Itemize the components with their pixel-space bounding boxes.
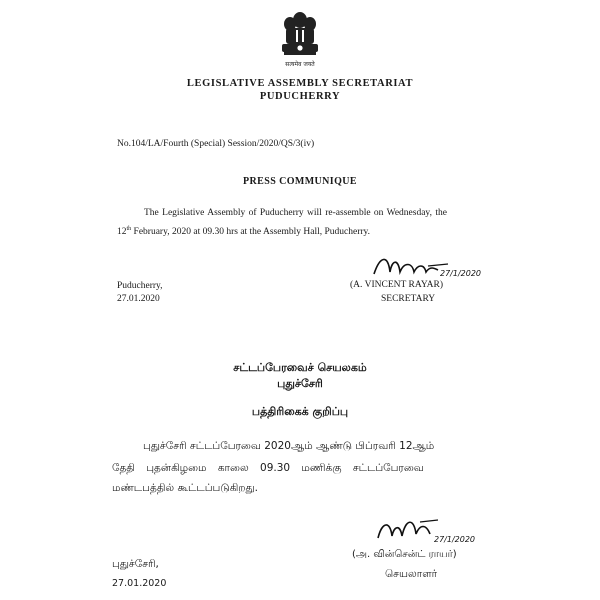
- tamil-signatory-name: (அ. வின்சென்ட் ராயர்): [352, 549, 457, 560]
- reference-number: No.104/LA/Fourth (Special) Session/2020/QS/3(iv): [117, 139, 315, 149]
- tamil-signatory-designation: செயலாளர்: [385, 568, 438, 580]
- tamil-body-line-2: தேதி புதன்கிழமை காலை 09.30 மணிக்கு சட்டப்பேரவை: [112, 462, 424, 474]
- tamil-header-subtitle: புதுச்சேரி: [277, 377, 323, 390]
- tamil-header-title: சட்டப்பேரவைச் செயலகம்: [233, 361, 367, 374]
- tamil-body-line-3: மண்டபத்தில் கூட்டப்படுகிறது.: [112, 482, 258, 494]
- tamil-signature-date: 27/1/2020: [434, 535, 476, 544]
- english-signatory-name: (A. VINCENT RAYAR): [350, 280, 443, 290]
- tamil-date: 27.01.2020: [112, 578, 167, 589]
- english-signature-date: 27/1/2020: [440, 269, 482, 278]
- english-body-day: 12: [117, 227, 127, 238]
- tamil-press-communique-title: பத்திரிகைக் குறிப்பு: [251, 405, 349, 418]
- tamil-place: புதுச்சேரி,: [112, 558, 159, 570]
- english-signatory-designation: SECRETARY: [381, 294, 436, 304]
- english-body-day-suffix: th: [126, 226, 132, 232]
- emblem-motto: सत्यमेव जयते: [285, 61, 315, 68]
- press-communique-title: PRESS COMMUNIQUE: [243, 176, 357, 187]
- header-subtitle: PUDUCHERRY: [259, 91, 341, 102]
- english-body-line-2: [117, 226, 370, 237]
- english-place: Puducherry,: [117, 281, 163, 291]
- tamil-body-line-1: புதுச்சேரி சட்டப்பேரவை 2020ஆம் ஆண்டு பிப்ரவரி 12ஆம்: [143, 440, 435, 452]
- english-body-rest: February, 2020 at 09.30 hrs at the Assembly Hall, Puducherry.: [131, 227, 371, 238]
- header-title: LEGISLATIVE ASSEMBLY SECRETARIAT: [186, 78, 414, 89]
- tamil-signature: [372, 508, 502, 550]
- english-date: 27.01.2020: [117, 294, 160, 304]
- english-body-line-1: The Legislative Assembly of Puducherry will re-assemble on Wednesday, the: [144, 208, 447, 218]
